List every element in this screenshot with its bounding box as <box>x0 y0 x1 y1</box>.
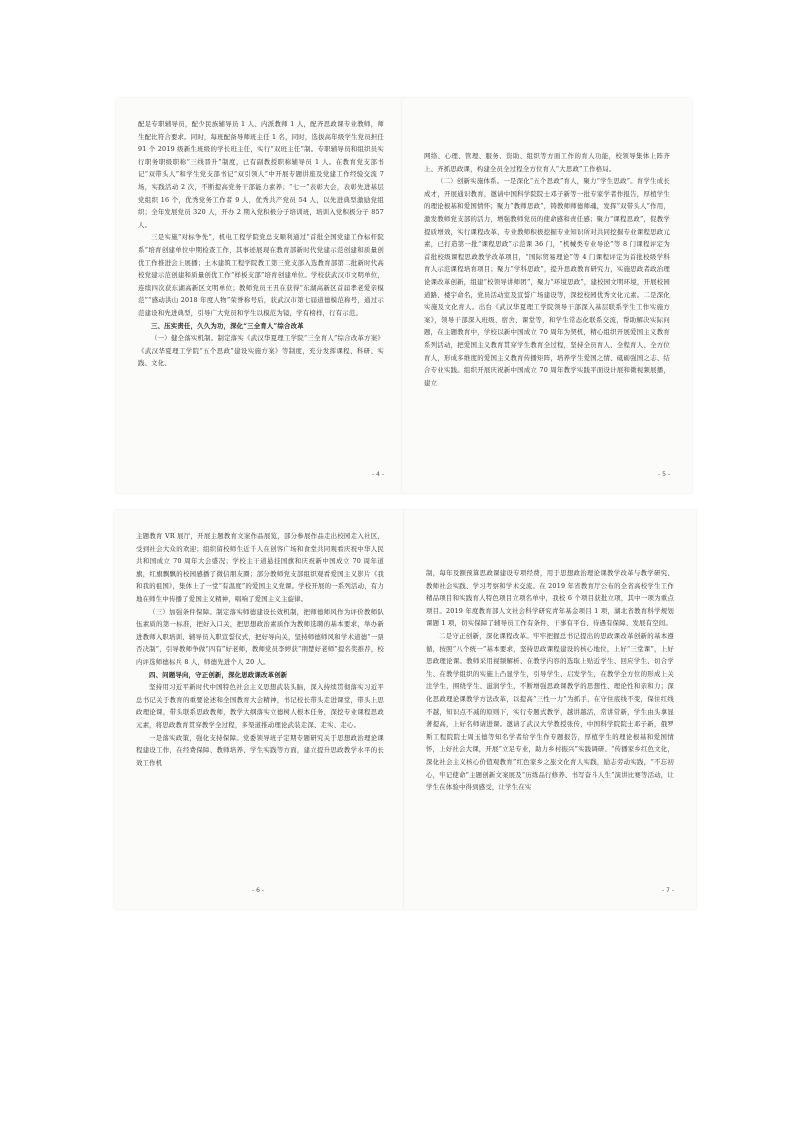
page-7-text-column <box>426 567 674 794</box>
paragraph: 三是实施“对标争先”，机电工程学院党总支顺利通过“首批全国党建工作标杆院系”培育创建单位中期检查工作，其事迹展现在教育部新时代党建示范创建和质量创优工作推进会上展播；土木建筑工程学院教工第三党支部入选教育部第二批新时代高校党建示范创建和质量创优工作“样板支部”培育创建单位。学校获武汉市文明单位，连续四次获东湖高新区文明单位；教师党员王丑在获得“东湖高新区首届孝老爱亲模范”“感动洪山 2018 年度人物”荣誉称号后，获武汉市第七届道德模范称号，通过示范建设和先进典型，引导广大党员和学生以模范为镜，学有榜样，行有示范。 <box>138 233 384 317</box>
page-4-text-column <box>138 118 384 370</box>
paragraph: 网络、心理、管理、服务、资助、组织等方面工作的育人功能，校领导集体上阵齐上、齐抓思政课，构建全员全过程全方位育人“大思政”工作格局。 <box>424 152 670 173</box>
paragraph: （一）健全落实机制。制定落实《武汉华夏理工学院“三全育人”综合改革方案》《武汉华夏理工学院“五个思政”建设实施方案》等制度，充分发挥课程、科研、实践、文化、 <box>138 334 384 368</box>
paragraph: （二）创新实施体系。一是深化“五个思政”育人，聚力“学生思政”。育学生成长成才，开展通识教育，邀请中国科学院院士邓子新等一批专家学者作报告，厚植学生的理论根基和爱国情怀；聚力“教师思政”，铸教师师德师魂，发挥“双带头人”作用，激发教师党支部的活力，增强教师党员的使命感和责任感；聚力“课程思政”，促教学提质增效，实行课程改革，专业教师积极挖掘专业知识所对共同挖掘专业课程思政元素，已打造第一批“课程思政”示范课 36 门，“机械类专业导论”等 8 门课程评定为首批校级课程思政教学改革项目，“国际贸易理论”等 4 门课程评定为首批校级学科育人示范课程培育项目；聚力“学科思政”，提升思政教育研究力，实施思政者政治理论课改革创新，组建“校领导讲师团”，聚力“环境思政”，建校园文明环境，开展校园道路、楼宇命名，党员活动室及宣誓广场建设等，深挖校园优秀文化元素。二是深化实施及文化育人。出台《武汉华夏理工学院领导干部深入基层联系学生工作实施方案》，领导干部深入班级、宿舍、课堂等，和学生常态化联系交流，帮助解决实际问题，在主题教育中，学校以新中国成立 70 周年为契机，精心组织开展爱国主义教育系列活动，把爱国主义教育贯穿学生教育全过程，坚持全员育人、全程育人、全方位育人，形成多维度的爱国主义教育传播矩阵，培养学生爱国之情、砥砺强国之志、结合专业实践。组织开展庆祝新中国成立 70 周年教学实践平面设计展和微视频展播，建立 <box>424 177 670 387</box>
paragraph: 一是落实政策，强化支持保障。党委领导班子定期专题研究关于思想政治理论课程建设工作，在经费保障、教师培养、学生实践等方面，建立提升思政教学水平的长效工作机 <box>136 733 384 767</box>
paragraph: 配足专职辅导员，配少民族辅导员 1 人、内派教师 1 人，配齐思政课专业教师，师生配比符合要求。同时，每班配备导师班主任 1 名，同时，选拔高年级学生党员担任 91 个 2019 级新生班级的学长班主任，实行“双班主任”制。专职辅导员和组织员实行职务职级职称“三线晋升”制度，已有副教授职称辅导员 1 人。在教育党支部书记“双带头人”和学生党支部书记“双引领人”中开展专题讲座及党建工作经验交流 7 场，实践活动 2 次，不断提高党务干部能力素养；“七一”表彰大会，表彰先进基层党组织 16 个，优秀党务工作者 9 人，优秀共产党员 54 人，以先进典型激励党组织；全年发展党员 320 人，开办 2 期入党积极分子培训班，培训入党积极分子 857 人。 <box>138 120 384 229</box>
document-page-6 <box>114 510 406 909</box>
paragraph: 制，每年及额预算思政课建设专项经费，用于思想政治理论课教学改革与教学研究、教师社会实践、学习考察和学术交流。在 2019 年省教育厅公布的全省高校学生工作精品项目和实践育人特色项目立项名单中，我校 6 个项目获批立项，其中一项为重点项目。2019 年度教育部人文社会科学研究青年基金项目 1 项，湖北省教育科学规划课题 1 项，切实保障了辅导员工作有条件、干事有平台、待遇有保障、发展有空间。 <box>426 569 674 628</box>
page-number: - 6 - <box>252 887 264 894</box>
page-5-text-column <box>424 150 670 389</box>
paragraph: 主题教育 VR 展厅，开展主题教育文案作品展览，部分参展作品走出校园走入社区，受到社会大众的欢迎；组织留校师生近千人在创客广场和食堂共同观看庆祝中华人民共和国成立 70 周年大会盛况；学校主干道悬挂国旗和庆祝新中国成立 70 周年道旗，红旗飘飘的校园感播了微信朋友圈；部分教师党支部组织观看爱国主义影片《我和我的祖国》，集体上了一堂“有温度”的爱国主义党课。学校开展的一系列活动，有力地在师生中传播了爱国主义精神，唱响了爱国主义主旋律。 <box>136 532 384 603</box>
document-page-7 <box>404 510 696 909</box>
page-number: - 7 - <box>662 887 674 894</box>
section-heading: 四、问题导向，守正创新，深化思政课改革创新 <box>149 670 288 679</box>
page-number: - 5 - <box>658 471 670 478</box>
page-number: - 4 - <box>372 471 384 478</box>
paragraph: 二是守正创新，深化课程改革。牢牢把握总书记提出的思政课改革创新的基本遵循，按照“八个统一”基本要求，坚持思政课程建设的核心地位，上好“三堂课”，上好思政理论课。教师采用视频解析、在教学内容的选取上贴近学生、回应学生、切合学生、在教学组织的实施上凸显学生，引导学生、启发学生，在教学全方位的形成上关注学生，围绕学生、滋润学生，不断增强思政课教学的思想性、理论性和亲和力；深化思政理论课教学方法改革，以提高“三性一力”为抓手，在守住底线不变，保住红线不越，知识点不减的原则下，实行专题式教学，越讲越活，常讲常新，学生由头拿显著提高，上好名师请进课。邀请了武汉大学教授张传，中国科学院院士邓子新，俄罗斯工程院院士周玉德等知名学者给学生作专题报告，厚植学生的理论根基和爱国情怀，上好社会大课，开展“立足专业，助力乡村振兴”实践调研、“传播家乡红色文化，深化社会主义核心价值观教育”红色家乡之旅文化育人实践，励志劳动实践，“不忘初心，牢记使命”主题创新文案展及“历练品行修养、书写奋斗人生”演讲比赛等活动，让学生在体验中得到感受，让学生在实 <box>426 631 674 792</box>
page-6-text-column <box>136 530 384 769</box>
paragraph: 坚持用习近平新时代中国特色社会主义思想武装头脑，深入持续贯彻落实习近平总书记关于教育的重要论述和全国教育大会精神，书记校长带头走进课堂，带头上思政理论课，带头联系思政教师，教学大纲落实立德树人根本任务，深挖专业课程思政元素，将思政教育贯穿教学全过程，多渠道推动理论武装走深、走实、走心。 <box>136 683 384 729</box>
document-page-4 <box>116 98 406 493</box>
paragraph: （三）加强条件保障。制定落实师德建设长效机制，把师德师风作为评价教师队伍素质的第一标准，把好入口关，把思想政治素质作为教师选聘的基本要求，举办新进教师入职培训、辅导员入职宣誓仪式，把好导向关，坚持师德师风和学术道德“一票否决制”，引导教师争做“四有”好老师，教师党员李婷获“荆楚好老师”提名奖推荐，校内评选师德标兵 8 人，师德先进个人 20 人。 <box>136 607 385 666</box>
section-heading: 三、压实责任，久久为功，深化“三全育人”综合改革 <box>151 321 304 330</box>
document-page-5 <box>402 98 692 493</box>
